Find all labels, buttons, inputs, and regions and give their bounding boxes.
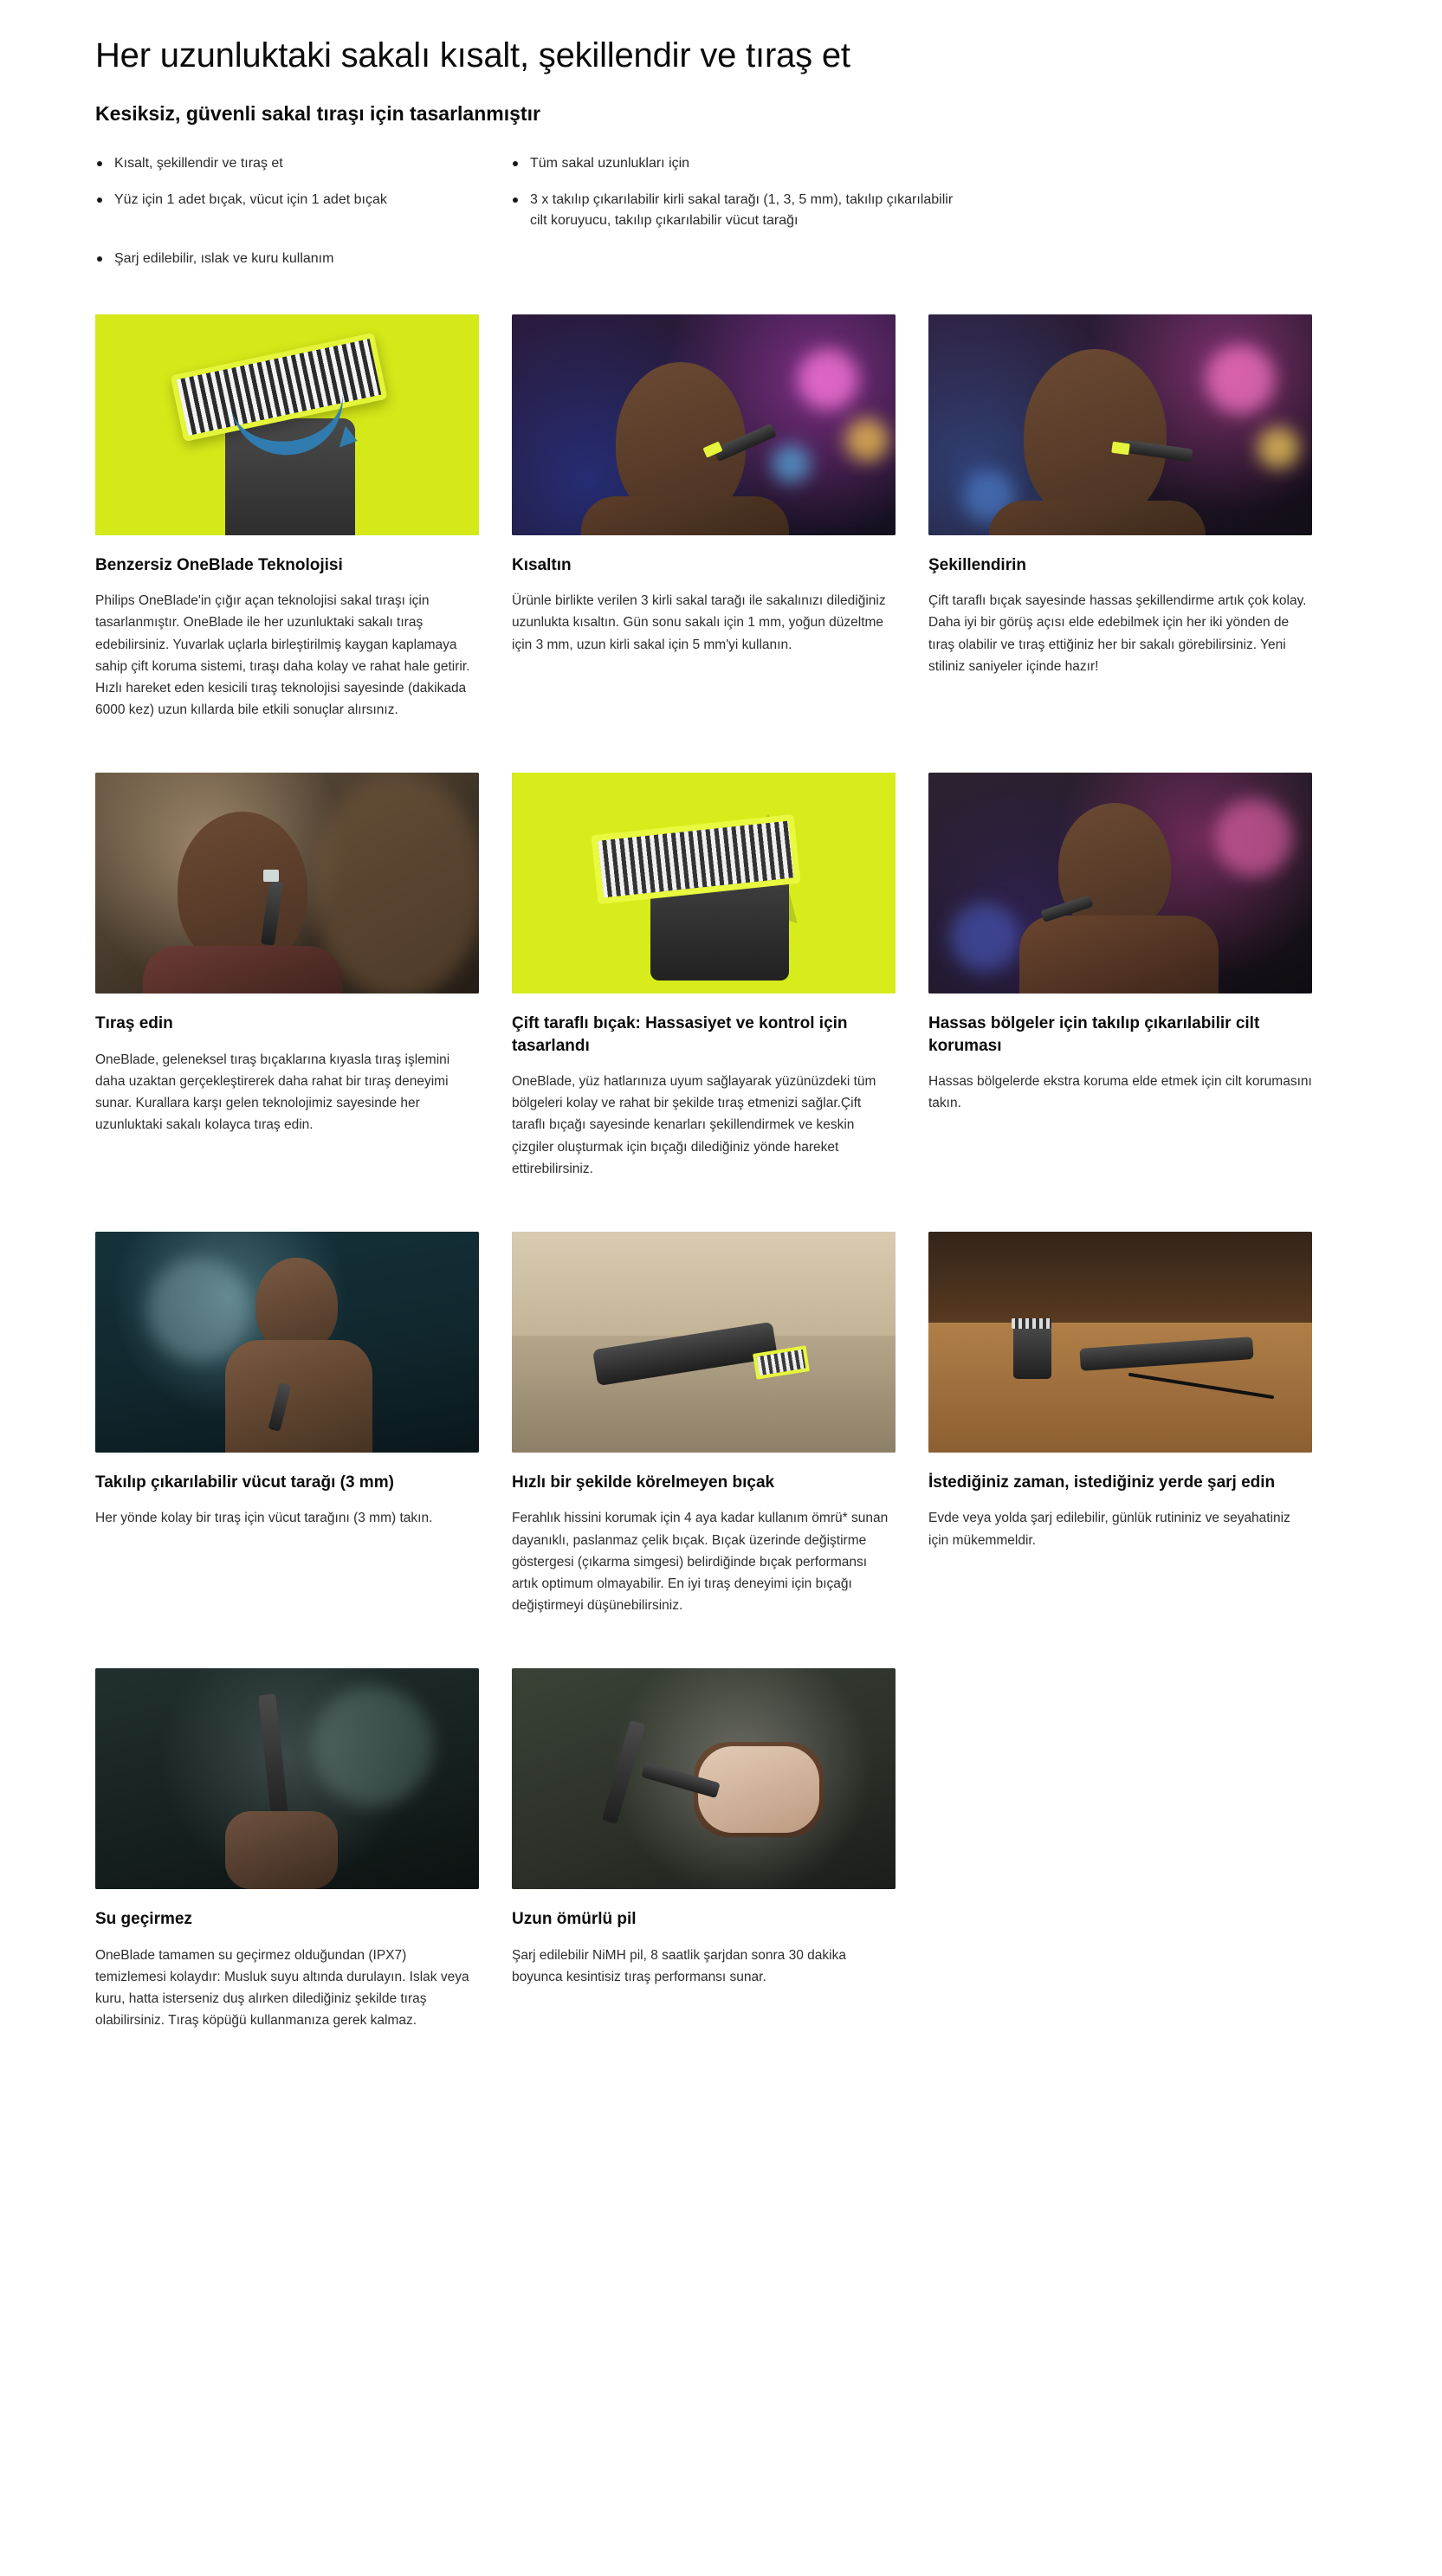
- card-title: Uzun ömürlü pil: [512, 1910, 637, 1928]
- list-item: Kısalt, şekillendir ve tıraş et: [95, 153, 485, 174]
- card-text: Ürünle birlikte verilen 3 kirli sakal tarağı ile sakalınızı dilediğiniz uzunlukta kısaltın. Gün sonu sakalı için 1 mm, yoğun düzeltme için 3 mm, uzun kirli sakal için 5 mm'yi kullanın.: [512, 593, 886, 652]
- card-text: Şarj edilebilir NiMH pil, 8 saatlik şarjdan sonra 30 dakika boyunca kesintisiz tıraş performansı sunar.: [512, 1947, 846, 1984]
- card-text: Her yönde kolay bir tıraş için vücut tarağını (3 mm) takın.: [95, 1511, 433, 1526]
- page-title: Her uzunluktaki sakalı kısalt, şekillendir ve tıraş et: [95, 36, 850, 74]
- feature-card: [928, 773, 1345, 1180]
- card-image-man-underarm-grooming: [928, 773, 1312, 994]
- feature-card-grid: [95, 314, 1347, 2083]
- bullet-column-1: [95, 153, 511, 285]
- card-text: OneBlade, geleneksel tıraş bıçaklarına kıyasla tıraş işlemini daha uzaktan gerçekleştirerek daha rahat bir tıraş deneyimi sunar. Kurallara karşı gelen teknolojimiz sayesinde her uzunluktaki sakalı kolayca tıraş edin.: [95, 1052, 450, 1132]
- feature-card: [928, 314, 1345, 721]
- card-title: Takılıp çıkarılabilir vücut tarağı (3 mm): [95, 1472, 394, 1492]
- card-title: Çift taraflı bıçak: Hassasiyet ve kontrol için tasarlandı: [512, 1013, 848, 1055]
- feature-card: [512, 1232, 928, 1616]
- card-image-oneblade-charging-desk: [928, 1232, 1312, 1453]
- card-title: İstediğiniz zaman, istediğiniz yerde şarj edin: [928, 1472, 1276, 1492]
- feature-card: [512, 314, 928, 721]
- card-image-man-shaving-bathroom: [95, 773, 479, 994]
- feature-card: [512, 1668, 928, 2031]
- card-text: Ferahlık hissini korumak için 4 aya kadar kullanım ömrü* sunan dayanıklı, paslanmaz çelik bıçak. Bıçak üzerinde değiştirme göstergesi (çıkarma simgesi) belirdiğinde bıçak performansı artık optimum olmayabilir. En iyi tıraş deneyimi için bıçağı değiştirmeyi düşünebilirsiniz.: [512, 1511, 889, 1613]
- card-image-oneblade-on-towel: [512, 1232, 896, 1453]
- card-text: Çift taraflı bıçak sayesinde hassas şekillendirme artık çok kolay. Daha iyi bir görüş açısı elde edebilmek için her iki yönden de tıraş olabilir ve tıraş ettiğiniz her bir sakalı görebilirsiniz. Yeni stiliniz saniyeler içinde hazır!: [928, 593, 1307, 674]
- list-item: 3 x takılıp çıkarılabilir kirli sakal tarağı (1, 3, 5 mm), takılıp çıkarılabilir cilt koruyucu, takılıp çıkarılabilir vücut tarağı: [511, 190, 970, 231]
- feature-card: [928, 1232, 1345, 1616]
- card-title: Benzersiz OneBlade Teknolojisi: [95, 555, 343, 574]
- card-image-oneblade-technology-lime: [95, 314, 479, 535]
- card-text: OneBlade tamamen su geçirmez olduğundan (IPX7) temizlemesi kolaydır: Musluk suyu altında durulayın. Islak veya kuru, hatta isterseniz duş alırken dilediğiniz şekilde tıraş olabilirsiniz. Tıraş köpüğü kullanmanıza gerek kalmaz.: [95, 1947, 469, 2028]
- card-image-man-body-grooming-mirror: [95, 1232, 479, 1453]
- feature-card: [95, 1668, 512, 2031]
- bullet-column-2: [511, 153, 996, 285]
- card-title: Hassas bölgeler için takılıp çıkarılabilir cilt koruması: [928, 1013, 1260, 1055]
- card-image-man-trimming-beard-neon: [512, 314, 896, 535]
- feature-card: [95, 1232, 512, 1616]
- card-image-oneblade-under-water: [95, 1668, 479, 1889]
- feature-card: [95, 314, 512, 721]
- card-image-dual-blade-lime: [512, 773, 896, 994]
- card-title: Tıraş edin: [95, 1013, 173, 1032]
- card-text: Evde veya yolda şarj edilebilir, günlük rutininiz ve seyahatiniz için mükemmeldir.: [928, 1511, 1290, 1548]
- card-image-man-shaping-beard-neon: [928, 314, 1312, 535]
- card-text: Hassas bölgelerde ekstra koruma elde etmek için cilt korumasını takın.: [928, 1074, 1312, 1111]
- card-text: OneBlade, yüz hatlarınıza uyum sağlayarak yüzünüzdeki tüm bölgeleri kolay ve rahat bir şekilde tıraş etmenizi sağlar.Çift taraflı bıçağı sayesinde kenarları şekillendirmek ve keskin çizgiler oluşturmak için bıçağı dilediğiniz yönde hareket ettirebilirsiniz.: [512, 1074, 876, 1176]
- feature-bullets: [95, 153, 1347, 285]
- card-text: Philips OneBlade'in çığır açan teknolojisi sakal tıraşı için tasarlanmıştır. OneBlade ile her uzunluktaki sakalı tıraş edebilirsiniz. Yuvarlak uçlarla birleştirilmiş kaygan kaplamaya sahip çift koruma sistemi, tıraşı daha kolay ve rahat hale getirir. Hızlı hareket eden kesicili tıraş teknolojisi sayesinde (dakikada 6000 kez) uzun kıllarda bile etkili sonuçlar alırsınız.: [95, 593, 470, 717]
- card-title: Şekillendirin: [928, 555, 1026, 574]
- feature-card: [95, 773, 512, 1180]
- card-title: Su geçirmez: [95, 1910, 192, 1928]
- card-image-hands-holding-oneblade: [512, 1668, 896, 1889]
- page-subtitle: Kesiksiz, güvenli sakal tıraşı için tasarlanmıştır: [95, 101, 540, 125]
- list-item: Tüm sakal uzunlukları için: [511, 153, 970, 174]
- feature-card: [512, 773, 928, 1180]
- list-item: Yüz için 1 adet bıçak, vücut için 1 adet bıçak: [95, 190, 485, 210]
- list-item: Şarj edilebilir, ıslak ve kuru kullanım: [95, 249, 485, 269]
- card-title: Kısaltın: [512, 555, 572, 574]
- card-title: Hızlı bir şekilde körelmeyen bıçak: [512, 1472, 775, 1492]
